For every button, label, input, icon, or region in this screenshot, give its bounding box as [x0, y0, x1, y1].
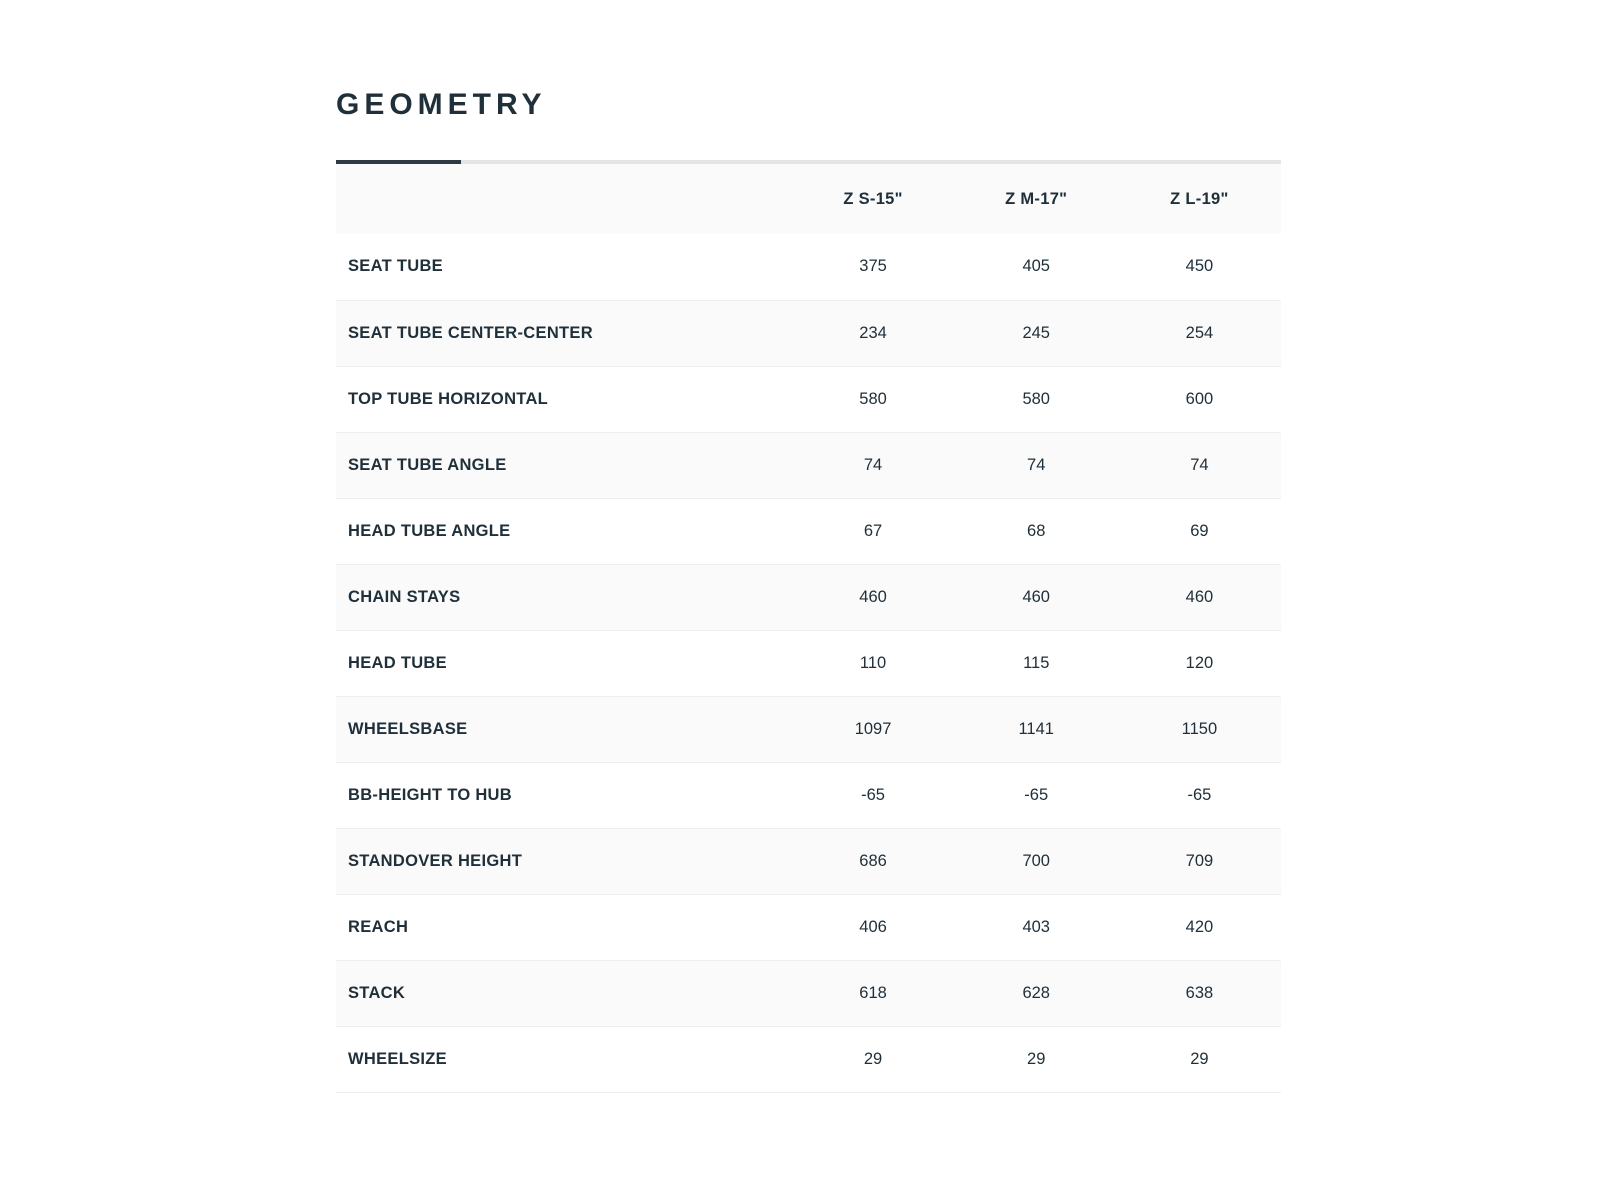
row-value-m: 68	[955, 498, 1118, 564]
row-value-m: 580	[955, 366, 1118, 432]
table-row	[336, 300, 1281, 366]
table-row	[336, 762, 1281, 828]
row-value-s: 580	[791, 366, 954, 432]
row-value-m: 628	[955, 960, 1118, 1026]
row-label: CHAIN STAYS	[336, 564, 791, 630]
row-label: STACK	[336, 960, 791, 1026]
table-row	[336, 696, 1281, 762]
header-cell-size-m: Z M-17"	[955, 164, 1118, 234]
table-row	[336, 432, 1281, 498]
row-value-m: 29	[955, 1026, 1118, 1092]
row-value-m: 700	[955, 828, 1118, 894]
row-value-s: 67	[791, 498, 954, 564]
header-cell-size-s: Z S-15"	[791, 164, 954, 234]
row-value-l: 69	[1118, 498, 1281, 564]
table-row	[336, 960, 1281, 1026]
table-row	[336, 234, 1281, 300]
row-value-l: 120	[1118, 630, 1281, 696]
row-value-m: 115	[955, 630, 1118, 696]
row-label: BB-HEIGHT TO HUB	[336, 762, 791, 828]
row-value-l: 254	[1118, 300, 1281, 366]
geometry-section	[336, 88, 1281, 1093]
row-value-m: 74	[955, 432, 1118, 498]
row-value-m: 245	[955, 300, 1118, 366]
row-label: HEAD TUBE	[336, 630, 791, 696]
row-value-l: 460	[1118, 564, 1281, 630]
row-value-l: 600	[1118, 366, 1281, 432]
row-value-s: -65	[791, 762, 954, 828]
row-label: TOP TUBE HORIZONTAL	[336, 366, 791, 432]
table-row	[336, 828, 1281, 894]
row-value-s: 375	[791, 234, 954, 300]
row-value-l: 420	[1118, 894, 1281, 960]
table-row	[336, 630, 1281, 696]
row-label: SEAT TUBE	[336, 234, 791, 300]
row-value-s: 460	[791, 564, 954, 630]
table-row	[336, 894, 1281, 960]
row-value-s: 29	[791, 1026, 954, 1092]
row-value-s: 110	[791, 630, 954, 696]
row-label: HEAD TUBE ANGLE	[336, 498, 791, 564]
row-label: REACH	[336, 894, 791, 960]
row-value-s: 74	[791, 432, 954, 498]
table-row	[336, 366, 1281, 432]
row-value-s: 686	[791, 828, 954, 894]
section-divider-accent	[336, 160, 461, 164]
header-cell-corner	[336, 164, 791, 234]
section-divider	[336, 160, 1281, 164]
row-label: SEAT TUBE CENTER-CENTER	[336, 300, 791, 366]
row-label: STANDOVER HEIGHT	[336, 828, 791, 894]
row-value-l: 450	[1118, 234, 1281, 300]
row-value-m: 1141	[955, 696, 1118, 762]
table-header	[336, 164, 1281, 234]
row-value-l: -65	[1118, 762, 1281, 828]
row-label: WHEELSBASE	[336, 696, 791, 762]
row-value-m: 460	[955, 564, 1118, 630]
table-row	[336, 1026, 1281, 1092]
table-row	[336, 498, 1281, 564]
row-value-s: 1097	[791, 696, 954, 762]
row-value-s: 618	[791, 960, 954, 1026]
row-value-s: 406	[791, 894, 954, 960]
row-value-m: 405	[955, 234, 1118, 300]
geometry-table	[336, 164, 1281, 1093]
page-title: GEOMETRY	[336, 88, 547, 121]
header-cell-size-l: Z L-19"	[1118, 164, 1281, 234]
row-value-m: 403	[955, 894, 1118, 960]
row-value-l: 638	[1118, 960, 1281, 1026]
row-value-s: 234	[791, 300, 954, 366]
table-body	[336, 234, 1281, 1092]
table-row	[336, 564, 1281, 630]
row-value-l: 29	[1118, 1026, 1281, 1092]
row-value-l: 74	[1118, 432, 1281, 498]
row-label: WHEELSIZE	[336, 1026, 791, 1092]
row-value-l: 1150	[1118, 696, 1281, 762]
table-header-row	[336, 164, 1281, 234]
row-label: SEAT TUBE ANGLE	[336, 432, 791, 498]
row-value-l: 709	[1118, 828, 1281, 894]
row-value-m: -65	[955, 762, 1118, 828]
